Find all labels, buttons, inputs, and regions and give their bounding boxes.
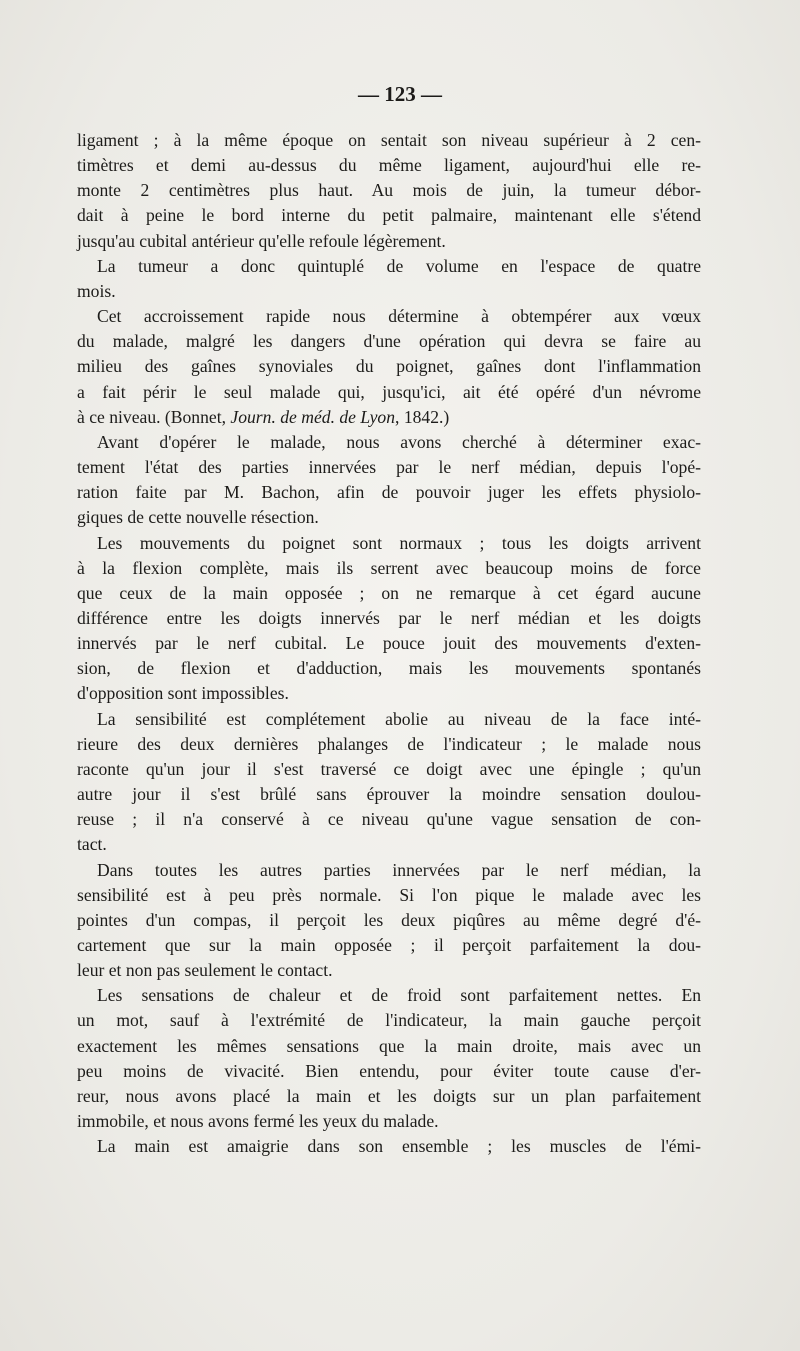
text-line: pointes d'un compas, il perçoit les deux piqûres au même degré d'é- [77,909,701,930]
text-line: d'opposition sont impossibles. [77,683,289,704]
text-line: leur et non pas seulement le contact. [77,960,333,981]
text-line: Avant d'opérer le malade, nous avons cherché à déterminer exac- [97,431,701,452]
text-line: La sensibilité est complétement abolie au niveau de la face inté- [97,708,701,729]
text-line: Dans toutes les autres parties innervées par le nerf médian, la [97,859,701,880]
text-line: Cet accroissement rapide nous détermine à obtempérer aux vœux [97,306,701,327]
text-line: jusqu'au cubital antérieur qu'elle refoule légèrement. [77,230,446,251]
text-line: cartement que sur la main opposée ; il perçoit parfaitement la dou- [77,935,701,955]
text-line: rieure des deux dernières phalanges de l'indicateur ; le malade nous [77,733,701,754]
text-line: immobile, et nous avons fermé les yeux du malade. [77,1111,439,1132]
text-line: du malade, malgré les dangers d'une opération qui devra se faire au [77,331,701,352]
text-line: La main est amaigrie dans son ensemble ; les muscles de l'émi- [97,1136,701,1157]
citation-lead: à ce niveau. (Bonnet, [77,406,231,427]
text-line: un mot, sauf à l'extrémité de l'indicateur, la main gauche perçoit [77,1010,701,1031]
page-number: — 123 — [358,82,442,106]
text-line: La tumeur a donc quintuplé de volume en l'espace de quatre [97,255,701,276]
text-line: raconte qu'un jour il s'est traversé ce doigt avec une épingle ; qu'un [77,758,701,779]
text-line: timètres et demi au-dessus du même ligament, aujourd'hui elle re- [77,155,701,176]
text-line: milieu des gaînes synoviales du poignet, gaînes dont l'inflammation [77,356,701,377]
text-line: innervés par le nerf cubital. Le pouce jouit des mouvements d'exten- [77,633,701,654]
text-line: ligament ; à la même époque on sentait son niveau supérieur à 2 cen- [77,130,701,150]
text-line: Les sensations de chaleur et de froid sont parfaitement nettes. En [97,985,701,1006]
text-line: mois. [77,280,116,301]
text-line: différence entre les doigts innervés par le nerf médian et les doigts [77,607,701,628]
text-line: dait à peine le bord interne du petit palmaire, maintenant elle s'étend [77,205,701,226]
citation-year: , 1842.) [395,406,450,427]
text-line: sion, de flexion et d'adduction, mais les mouvements spontanés [77,658,701,679]
text-line: exactement les mêmes sensations que la main droite, mais avec un [77,1035,701,1056]
text-line: reur, nous avons placé la main et les doigts sur un plan parfaitement [77,1085,701,1106]
text-line: tact. [77,834,107,855]
citation-journal: Journ. de méd. de Lyon [230,406,396,427]
text-line: que ceux de la main opposée ; on ne remarque à cet égard aucune [77,582,701,603]
text-line: à la flexion complète, mais ils serrent avec beaucoup moins de force [77,557,701,578]
text-line: reuse ; il n'a conservé à ce niveau qu'une vague sensation de con- [77,809,701,830]
text-line: peu moins de vivacité. Bien entendu, pour éviter toute cause d'er- [77,1060,701,1081]
body-text [77,128,701,1159]
text-line: giques de cette nouvelle résection. [77,507,319,528]
text-line: ration faite par M. Bachon, afin de pouvoir juger les effets physiolo- [77,482,701,503]
text-line: monte 2 centimètres plus haut. Au mois de juin, la tumeur débor- [77,180,701,201]
text-line: autre jour il s'est brûlé sans éprouver la moindre sensation doulou- [77,784,701,805]
text-line: tement l'état des parties innervées par le nerf médian, depuis l'opé- [77,457,701,478]
text-line: a fait périr le seul malade qui, jusqu'ici, ait été opéré d'un névrome [77,381,701,402]
citation-line [77,405,701,430]
text-line: sensibilité est à peu près normale. Si l'on pique le malade avec les [77,884,701,905]
text-line: Les mouvements du poignet sont normaux ; tous les doigts arrivent [97,532,701,553]
